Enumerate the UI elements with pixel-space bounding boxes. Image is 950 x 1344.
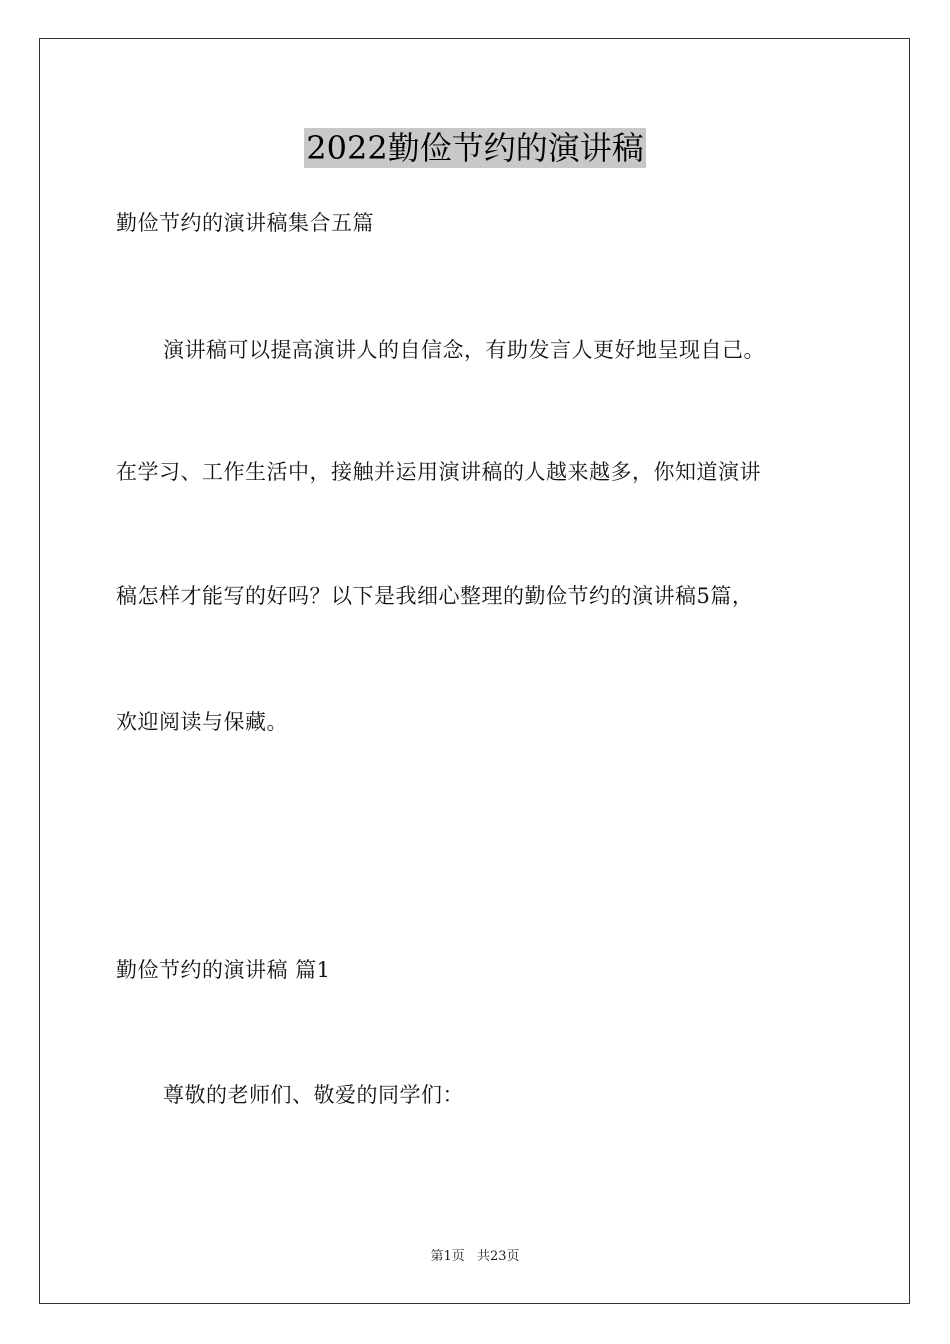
document-subtitle: 勤俭节约的演讲稿集合五篇 bbox=[116, 211, 374, 235]
page-footer bbox=[0, 1248, 950, 1266]
document-title: 2022勤俭节约的演讲稿 bbox=[306, 129, 644, 167]
page-total: 共23页 bbox=[476, 1249, 520, 1264]
title-container bbox=[0, 128, 950, 168]
paragraph-line: 欢迎阅读与保藏。 bbox=[116, 710, 288, 734]
paragraph-line: 在学习、工作生活中，接触并运用演讲稿的人越来越多，你知道演讲 bbox=[116, 460, 761, 484]
paragraph-line: 演讲稿可以提高演讲人的自信念，有助发言人更好地呈现自己。 bbox=[163, 338, 765, 362]
section-heading: 勤俭节约的演讲稿 篇1 bbox=[116, 958, 331, 982]
salutation: 尊敬的老师们、敬爱的同学们： bbox=[163, 1083, 464, 1107]
page-number: 第1页 bbox=[430, 1249, 465, 1264]
paragraph-line: 稿怎样才能写的好吗？以下是我细心整理的勤俭节约的演讲稿5篇， bbox=[116, 584, 754, 608]
